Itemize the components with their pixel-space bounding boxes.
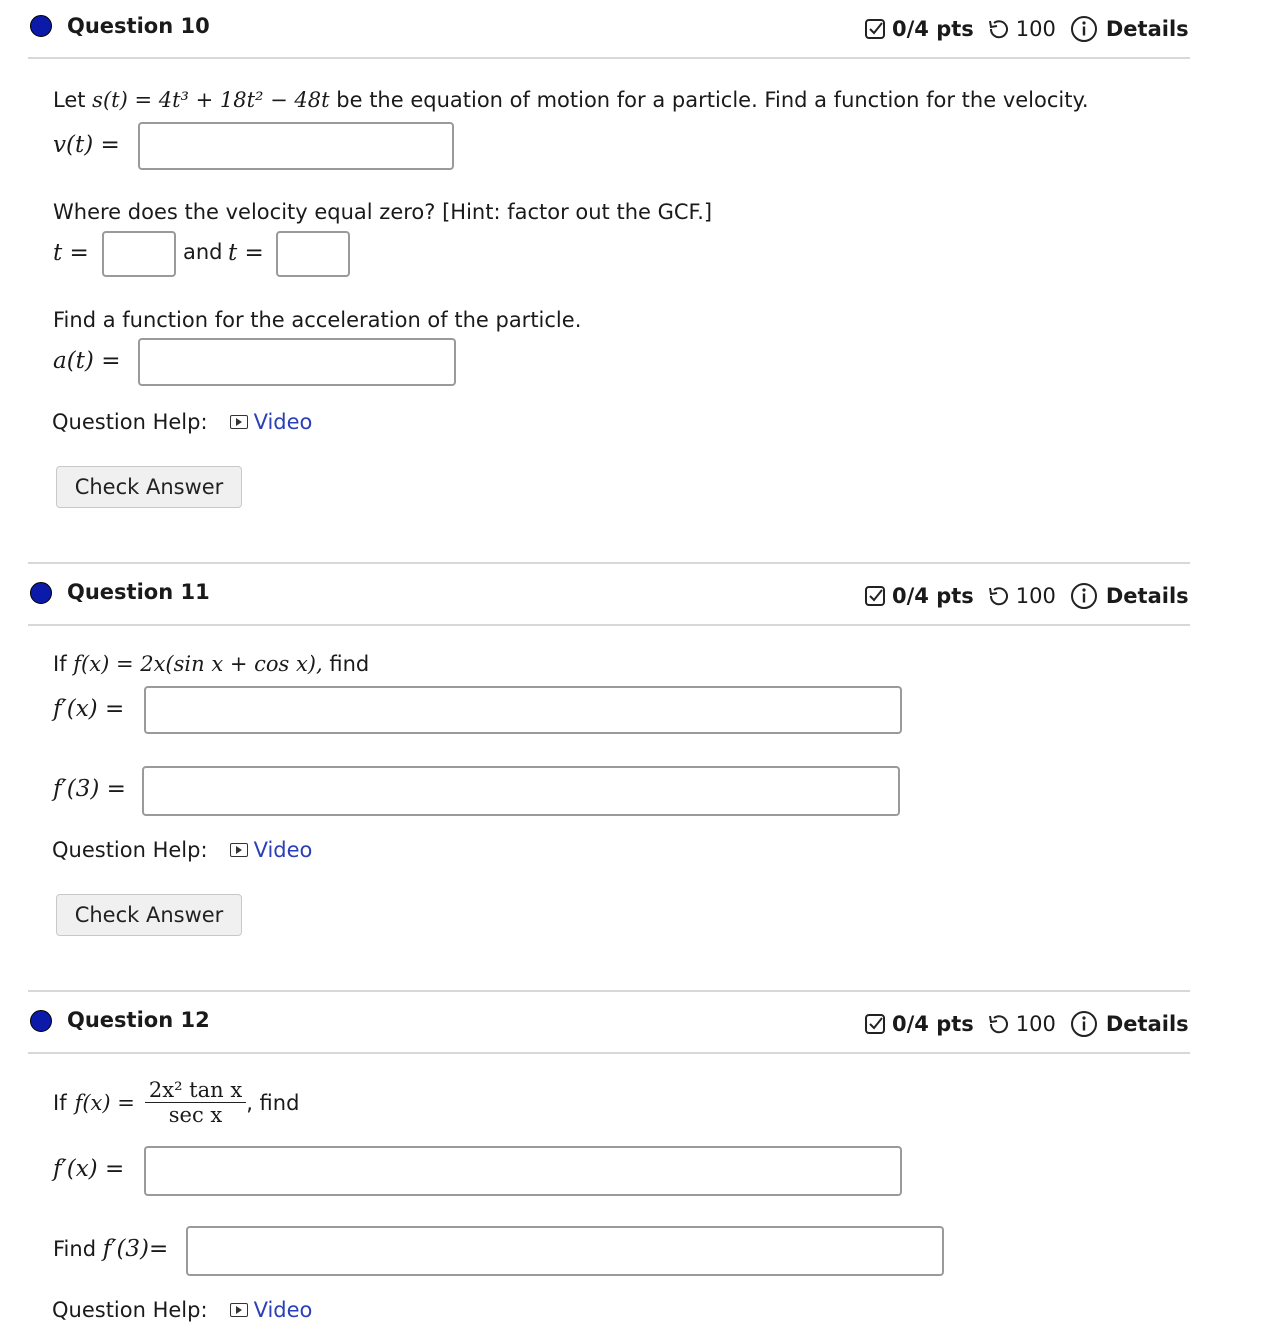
info-icon[interactable] [1070,582,1098,610]
prompt-text: If [53,652,67,676]
points-label: 0/4 pts [892,1012,974,1036]
section-divider [28,57,1190,59]
question-help [52,1298,312,1322]
prompt-text: be the equation of motion for a particle. Find a function for the velocity. [336,88,1089,112]
derivative-input[interactable] [144,1146,902,1196]
points-label: 0/4 pts [892,17,974,41]
retry-icon [986,18,1010,40]
and-label: and [183,240,223,264]
details-link[interactable]: Details [1105,1012,1189,1036]
section-divider [28,562,1190,564]
video-icon[interactable] [230,415,248,429]
checkbox-icon [864,585,886,607]
section-divider [28,624,1190,626]
derivative-at-3-label: f′(3) = [53,776,126,802]
velocity-label: v(t) = [53,132,120,158]
fraction-numerator: 2x² tan x [145,1078,246,1103]
question-prompt [53,88,1089,112]
question-title: Question 12 [67,1008,210,1032]
checkbox-icon [864,1013,886,1035]
help-label: Question Help: [52,1298,208,1322]
derivative-label: f′(x) = [53,696,125,722]
video-link[interactable]: Video [253,838,313,862]
fraction [145,1078,246,1127]
acceleration-input[interactable] [138,338,456,386]
find-derivative-prompt [53,1236,168,1262]
prompt-text: If [53,1090,67,1115]
fraction-denominator: sec x [168,1103,223,1127]
question-title: Question 10 [67,14,210,38]
section-divider [28,990,1190,992]
question-prompt [53,652,369,676]
retry-icon [986,1013,1010,1035]
question-status-dot [30,15,52,37]
derivative-at-3-label: f′(3)= [102,1236,169,1262]
check-answer-button[interactable]: Check Answer [56,894,242,936]
attempts-label: 100 [1015,1012,1056,1036]
video-icon[interactable] [230,843,248,857]
check-answer-button[interactable]: Check Answer [56,466,242,508]
t-input-2[interactable] [276,231,350,277]
question-status-dot [30,1010,52,1032]
info-icon[interactable] [1070,1010,1098,1038]
prompt-text: find [329,652,370,676]
derivative-at-3-input[interactable] [142,766,900,816]
question-meta [864,15,1189,43]
video-link[interactable]: Video [253,410,313,434]
info-icon[interactable] [1070,15,1098,43]
t-label: t = [228,240,264,266]
t-input-1[interactable] [102,231,176,277]
derivative-label: f′(x) = [53,1156,125,1182]
find-label: Find [53,1237,97,1261]
t-label: t = [53,240,89,266]
question-help [52,410,312,434]
question-meta [864,1010,1189,1038]
help-label: Question Help: [52,410,208,434]
prompt-math: s(t) = 4t³ + 18t² − 48t [92,88,330,112]
zero-prompt: Where does the velocity equal zero? [Hint: factor out the GCF.] [53,200,713,224]
prompt-math: f(x) = 2x(sin x + cos x), [73,652,323,676]
acceleration-label: a(t) = [53,348,121,374]
section-divider [28,1052,1190,1054]
details-link[interactable]: Details [1105,17,1189,41]
velocity-input[interactable] [138,122,454,170]
retry-icon [986,585,1010,607]
question-title: Question 11 [67,580,210,604]
attempts-label: 100 [1015,17,1056,41]
checkbox-icon [864,18,886,40]
video-link[interactable]: Video [253,1298,313,1322]
question-prompt [53,1078,299,1127]
prompt-text: , find [246,1090,300,1115]
prompt-math: f(x) = [74,1090,135,1115]
derivative-input[interactable] [144,686,902,734]
attempts-label: 100 [1015,584,1056,608]
prompt-text: Let [53,88,86,112]
details-link[interactable]: Details [1105,584,1189,608]
derivative-at-3-input[interactable] [186,1226,944,1276]
points-label: 0/4 pts [892,584,974,608]
help-label: Question Help: [52,838,208,862]
accel-prompt: Find a function for the acceleration of the particle. [53,308,582,332]
question-status-dot [30,582,52,604]
video-icon[interactable] [230,1303,248,1317]
question-help [52,838,312,862]
question-meta [864,582,1189,610]
